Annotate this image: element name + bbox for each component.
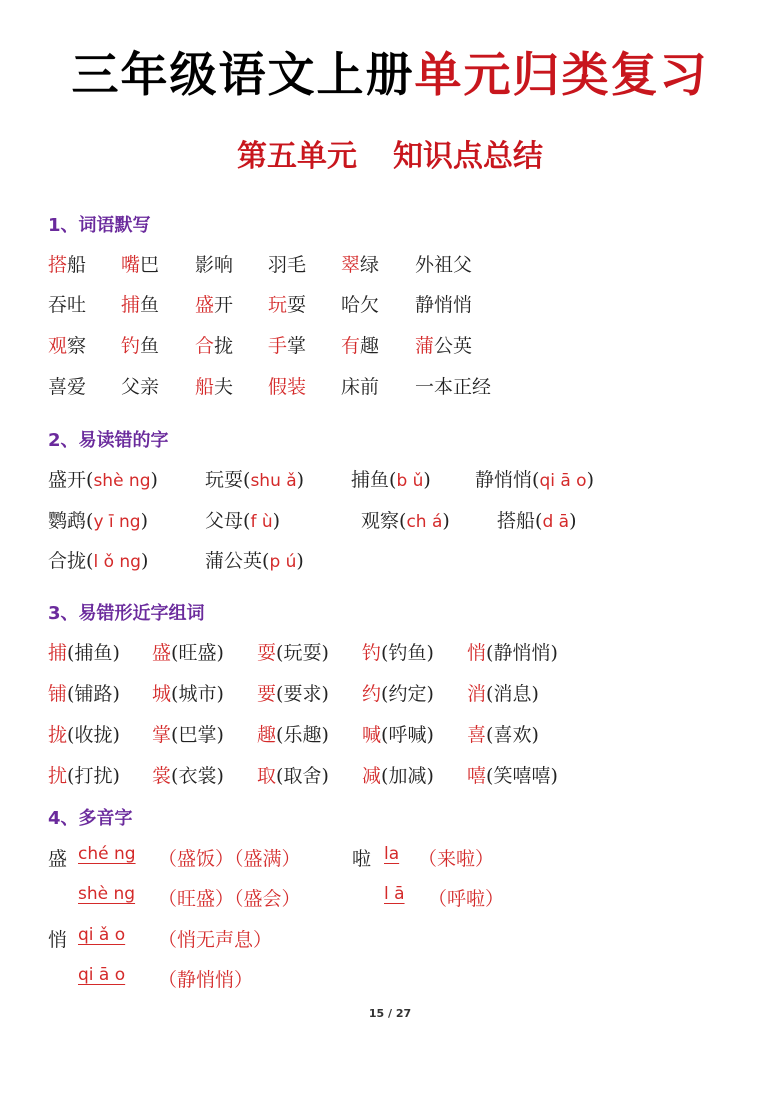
similar-char: 喊 <box>362 724 382 746</box>
similar-item: 取(取舍) <box>257 765 329 787</box>
highlight-char: 玩 <box>268 294 288 316</box>
highlight-char: 有 <box>341 335 361 357</box>
similar-char: 约 <box>362 683 382 705</box>
misread-word: 鹦鹉 <box>48 510 87 532</box>
similar-char: 耍 <box>257 642 277 664</box>
similar-word: 捕鱼 <box>74 642 113 664</box>
similar-item: 钓(钓鱼) <box>362 642 434 664</box>
polyphonic-char: 悄 <box>48 929 68 951</box>
word-rest: 床前 <box>341 376 380 398</box>
highlight-char: 搭 <box>48 254 68 276</box>
misread-word: 玩耍 <box>205 469 244 491</box>
similar-word: 约定 <box>388 683 427 705</box>
misread-item: 盛开(shè ng) <box>48 469 158 491</box>
misread-word: 盛开 <box>48 469 87 491</box>
word-rest: 拢 <box>214 335 234 357</box>
word-item <box>341 290 379 317</box>
similar-word: 钓鱼 <box>388 642 427 664</box>
subtitle-unit: 第五单元 <box>237 139 357 174</box>
word-item <box>415 290 472 317</box>
word-rest: 父亲 <box>121 376 160 398</box>
misread-word: 捕鱼 <box>351 469 390 491</box>
word-item <box>341 331 379 358</box>
section-heading-polyphonic: 4、多音字 <box>48 808 133 829</box>
similar-item: 铺(铺路) <box>48 683 120 705</box>
word-item <box>48 250 86 277</box>
word-rest: 羽毛 <box>268 254 307 276</box>
similar-word: 铺路 <box>74 683 113 705</box>
similar-word: 加减 <box>388 765 427 787</box>
similar-word: 笑嘻嘻 <box>493 765 551 787</box>
section-heading-words: 1、词语默写 <box>48 215 151 236</box>
similar-char: 捕 <box>48 642 68 664</box>
similar-item: 城(城市) <box>152 683 224 705</box>
similar-item: 趣(乐趣) <box>257 724 329 746</box>
word-item <box>268 250 306 277</box>
highlight-char: 捕 <box>121 294 141 316</box>
word-item <box>48 331 86 358</box>
misread-word: 蒲公英 <box>205 550 263 572</box>
pinyin: qi ā o <box>78 965 126 985</box>
pinyin: shè ng <box>78 884 136 904</box>
word-rest: 绿 <box>360 254 380 276</box>
similar-char: 趣 <box>257 724 277 746</box>
similar-word: 要求 <box>283 683 322 705</box>
pinyin: y ī ng <box>93 512 141 532</box>
polyphonic-char: 盛 <box>48 848 68 870</box>
similar-item: 扰(打扰) <box>48 765 120 787</box>
word-item <box>415 250 472 277</box>
word-item <box>121 372 159 399</box>
highlight-char: 蒲 <box>415 335 435 357</box>
pinyin: f ù <box>250 512 273 532</box>
misread-item: 玩耍(shu ǎ) <box>205 469 305 491</box>
polyphonic-char: 啦 <box>352 848 372 870</box>
word-item <box>195 250 233 277</box>
word-rest: 哈欠 <box>341 294 380 316</box>
page-number: 15 / 27 <box>368 1007 412 1020</box>
misread-word: 静悄悄 <box>475 469 533 491</box>
word-item <box>268 372 306 399</box>
pinyin: qi ǎ o <box>78 925 126 945</box>
similar-char: 扰 <box>48 765 68 787</box>
similar-char: 消 <box>467 683 487 705</box>
similar-char: 喜 <box>467 724 487 746</box>
misread-item: 蒲公英(p ú) <box>205 550 304 572</box>
word-item <box>341 250 379 277</box>
highlight-char: 嘴 <box>121 254 141 276</box>
highlight-char: 假装 <box>268 376 307 398</box>
similar-item: 捕(捕鱼) <box>48 642 120 664</box>
similar-item: 耍(玩耍) <box>257 642 329 664</box>
word-rest: 吞吐 <box>48 294 87 316</box>
similar-item: 裳(衣裳) <box>152 765 224 787</box>
example-words: （盛饭）（盛满） <box>158 848 301 870</box>
similar-char: 要 <box>257 683 277 705</box>
word-item <box>415 372 491 399</box>
similar-char: 钓 <box>362 642 382 664</box>
word-item <box>48 290 86 317</box>
highlight-char: 盛 <box>195 294 215 316</box>
word-rest: 趣 <box>360 335 380 357</box>
similar-item: 喜(喜欢) <box>467 724 539 746</box>
highlight-char: 合 <box>195 335 215 357</box>
word-item <box>268 290 306 317</box>
pinyin: p ú <box>269 552 297 572</box>
misread-item: 合拢(l ǒ ng) <box>48 550 149 572</box>
similar-item: 约(约定) <box>362 683 434 705</box>
word-item <box>195 290 233 317</box>
pinyin: shu ǎ <box>250 471 297 491</box>
word-item <box>415 331 472 358</box>
similar-char: 盛 <box>152 642 172 664</box>
similar-item: 喊(呼喊) <box>362 724 434 746</box>
highlight-char: 船 <box>195 376 215 398</box>
pinyin: d ā <box>542 512 570 532</box>
similar-word: 乐趣 <box>283 724 322 746</box>
word-rest: 船 <box>67 254 87 276</box>
similar-char: 悄 <box>467 642 487 664</box>
highlight-char: 手 <box>268 335 288 357</box>
misread-word: 搭船 <box>497 510 536 532</box>
similar-word: 消息 <box>493 683 532 705</box>
pinyin: shè ng <box>93 471 151 491</box>
misread-item: 鹦鹉(y ī ng) <box>48 510 149 532</box>
similar-char: 铺 <box>48 683 68 705</box>
pinyin: la <box>384 844 400 864</box>
example-words: （来啦） <box>418 848 495 870</box>
example-words: （旺盛）（盛会） <box>158 888 301 910</box>
similar-word: 城市 <box>178 683 217 705</box>
similar-item: 减(加减) <box>362 765 434 787</box>
word-rest: 巴 <box>140 254 160 276</box>
similar-word: 呼喊 <box>388 724 427 746</box>
similar-char: 掌 <box>152 724 172 746</box>
highlight-char: 翠 <box>341 254 361 276</box>
similar-char: 嘻 <box>467 765 487 787</box>
similar-item: 拢(收拢) <box>48 724 120 746</box>
word-rest: 公英 <box>434 335 473 357</box>
word-item <box>341 372 379 399</box>
word-rest: 夫 <box>214 376 234 398</box>
word-item <box>121 331 159 358</box>
section-heading-similar: 3、易错形近字组词 <box>48 603 205 624</box>
similar-word: 静悄悄 <box>493 642 551 664</box>
similar-char: 拢 <box>48 724 68 746</box>
word-rest: 喜爱 <box>48 376 87 398</box>
similar-word: 旺盛 <box>178 642 217 664</box>
similar-item: 盛(旺盛) <box>152 642 224 664</box>
similar-item: 嘻(笑嘻嘻) <box>467 765 558 787</box>
word-rest: 开 <box>214 294 234 316</box>
word-item <box>268 331 306 358</box>
example-words: （静悄悄） <box>158 969 254 991</box>
unit-subtitle <box>0 131 780 175</box>
pinyin: b ǔ <box>396 471 424 491</box>
similar-item: 悄(静悄悄) <box>467 642 558 664</box>
example-words: （悄无声息） <box>158 929 273 951</box>
word-item <box>121 250 159 277</box>
word-rest: 察 <box>67 335 87 357</box>
word-rest: 鱼 <box>140 335 160 357</box>
misread-item: 观察(ch á) <box>361 510 450 532</box>
similar-item: 消(消息) <box>467 683 539 705</box>
similar-word: 玩耍 <box>283 642 322 664</box>
page-title <box>0 38 780 105</box>
word-rest: 耍 <box>287 294 307 316</box>
title-part-2: 单元归类复习 <box>414 48 709 103</box>
title-part-1: 三年级语文上册 <box>71 48 415 103</box>
misread-item: 静悄悄(qi ā o) <box>475 469 594 491</box>
similar-word: 巴掌 <box>178 724 217 746</box>
similar-word: 收拢 <box>74 724 113 746</box>
misread-word: 合拢 <box>48 550 87 572</box>
word-item <box>195 331 233 358</box>
similar-item: 掌(巴掌) <box>152 724 224 746</box>
pinyin: l ǒ ng <box>93 552 141 572</box>
word-rest: 一本正经 <box>415 376 492 398</box>
word-item <box>121 290 159 317</box>
word-rest: 外祖父 <box>415 254 473 276</box>
similar-char: 城 <box>152 683 172 705</box>
similar-word: 衣裳 <box>178 765 217 787</box>
highlight-char: 观 <box>48 335 68 357</box>
highlight-char: 钓 <box>121 335 141 357</box>
subtitle-topic: 知识点总结 <box>393 139 543 174</box>
word-rest: 静悄悄 <box>415 294 473 316</box>
pinyin: l ā <box>384 884 405 904</box>
misread-word: 父母 <box>205 510 244 532</box>
similar-word: 取舍 <box>283 765 322 787</box>
word-item <box>195 372 233 399</box>
section-heading-misread: 2、易读错的字 <box>48 430 169 451</box>
pinyin: qi ā o <box>539 471 587 491</box>
similar-word: 喜欢 <box>493 724 532 746</box>
similar-char: 裳 <box>152 765 172 787</box>
misread-item: 父母(f ù) <box>205 510 281 532</box>
misread-item: 搭船(d ā) <box>497 510 577 532</box>
word-rest: 影响 <box>195 254 234 276</box>
similar-char: 减 <box>362 765 382 787</box>
similar-char: 取 <box>257 765 277 787</box>
pinyin: ch á <box>406 512 443 532</box>
misread-word: 观察 <box>361 510 400 532</box>
pinyin: ché ng <box>78 844 136 864</box>
word-item <box>48 372 86 399</box>
example-words: （呼啦） <box>428 888 505 910</box>
similar-item: 要(要求) <box>257 683 329 705</box>
misread-item: 捕鱼(b ǔ) <box>351 469 431 491</box>
similar-word: 打扰 <box>74 765 113 787</box>
word-rest: 掌 <box>287 335 307 357</box>
word-rest: 鱼 <box>140 294 160 316</box>
